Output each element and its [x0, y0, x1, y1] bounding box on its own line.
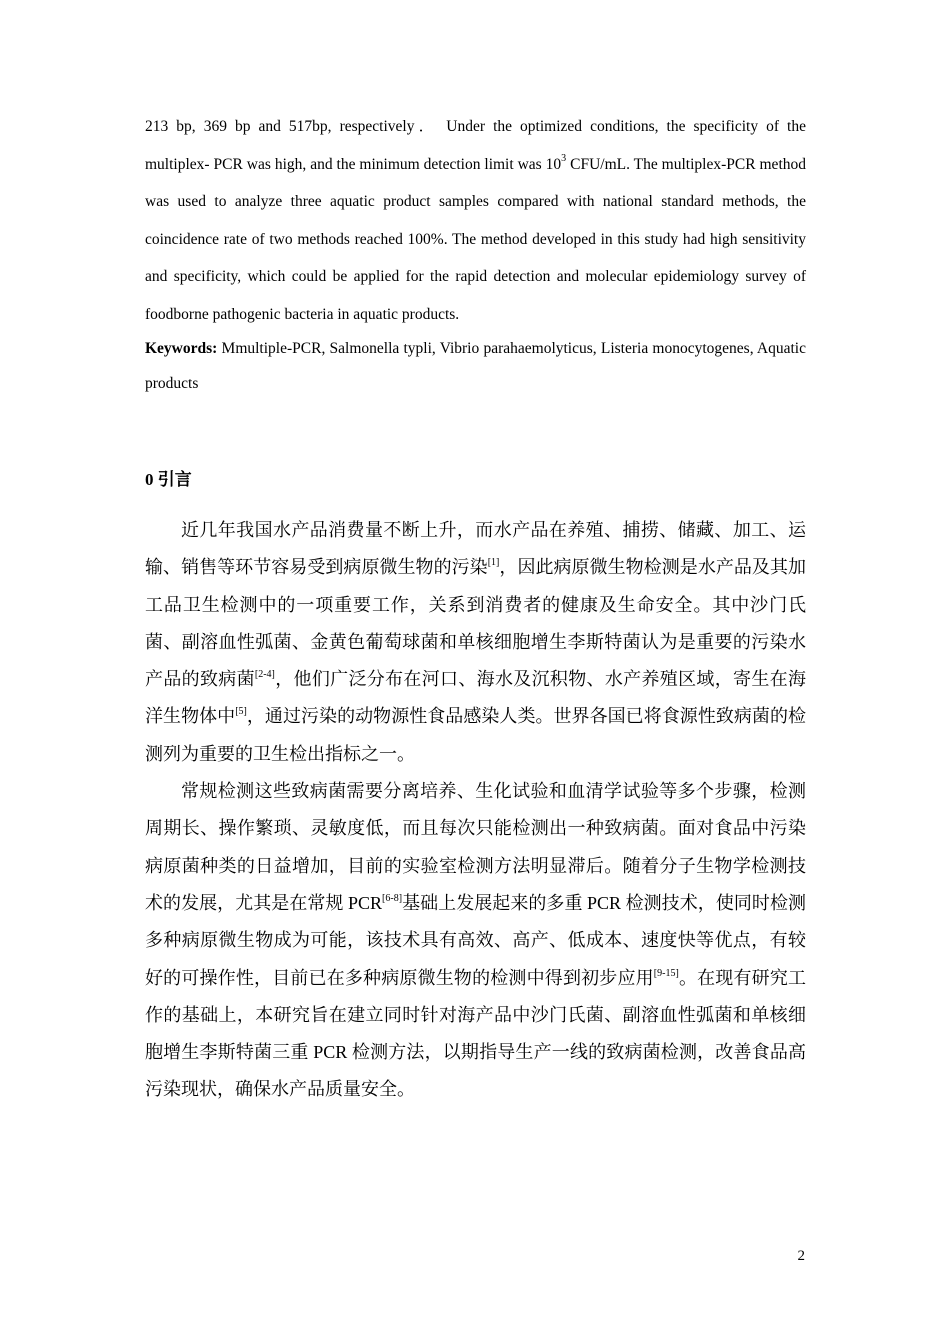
paragraph-text: ，因此病原微生物检测是水产品及其加工品卫生检测中的一项重要工作，关系到消费者的健康及生命安全。其中沙门氏菌、副溶血性弧菌、金黄色葡萄球菌和单核细胞增生李斯特菌认为是重要的污染水产品的致病菌: [145, 557, 807, 690]
intro-paragraph-1: [145, 512, 806, 773]
citation: [9-15]: [653, 967, 679, 979]
paragraph-text: 近几年我国水产品消费量不断上升，而水产品在养殖、捕捞、储藏、加工、运输、销售等环节容易受到病原微生物的污染: [145, 520, 806, 578]
intro-paragraph-2: [145, 773, 806, 1109]
citation: [6-8]: [382, 892, 403, 904]
keywords-text: Mmultiple-PCR, Salmonella typli, Vibrio parahaemolyticus, Listeria monocytogenes, Aquatic products: [145, 340, 806, 392]
citation: [1]: [487, 557, 500, 569]
paragraph-text: 。在现有研究工作的基础上，本研究旨在建立同时针对海产品中沙门氏菌、副溶血性弧菌和单核细胞增生李斯特菌三重 PCR 检测方法，以期指导生产一线的致病菌检测，改善食品高污染现状，确保水产品质量安全。: [145, 967, 806, 1100]
paragraph-text: ，他们广泛分布在河口、海水及沉积物、水产养殖区域，寄生在海洋生物体中: [145, 669, 807, 727]
abstract-text-1: 213 bp, 369 bp and 517bp, respectively． Under the optimized conditions, the specificity of the multiplex- PCR was high, and the minimum detection limit was 10: [145, 118, 806, 173]
citation: [5]: [235, 706, 247, 718]
keywords: [145, 331, 806, 401]
citation: [2-4]: [254, 669, 275, 681]
exponent: 3: [561, 153, 567, 165]
section-heading: 0 引言: [145, 470, 192, 489]
abstract-continuation: [145, 108, 806, 333]
abstract-text-2: CFU/mL. The multiplex-PCR method was used to analyze three aquatic product samples compared with national standard methods, the coincidence rate of two methods reached 100%. The method developed in this study had high sensitivity and specificity, which could be applied for the rapid detection and molecular epidemiology survey of foodborne pathogenic bacteria in aquatic products.: [145, 155, 806, 323]
paragraph-text: ，通过污染的动物源性食品感染人类。世界各国已将食源性致病菌的检测列为重要的卫生检出指标之一。: [145, 706, 806, 764]
page-content: [145, 108, 807, 1100]
paragraph-text: 常规检测这些致病菌需要分离培养、生化试验和血清学试验等多个步骤，检测周期长、操作繁琐、灵敏度低，而且每次只能检测出一种致病菌。面对食品中污染病原菌种类的日益增加，目前的实验室检测方法明显滞后。随着分子生物学检测技术的发展，尤其是在常规 PCR: [145, 781, 806, 913]
page-number: 2: [797, 1248, 805, 1264]
paragraph-text: 基础上发展起来的多重 PCR 检测技术，使同时检测多种病原微生物成为可能，该技术具有高效、高产、低成本、速度快等优点，有较好的可操作性，目前已在多种病原微生物的检测中得到初步应用: [145, 892, 806, 988]
keywords-label: Keywords:: [145, 340, 218, 357]
introduction-body: [145, 512, 806, 1109]
